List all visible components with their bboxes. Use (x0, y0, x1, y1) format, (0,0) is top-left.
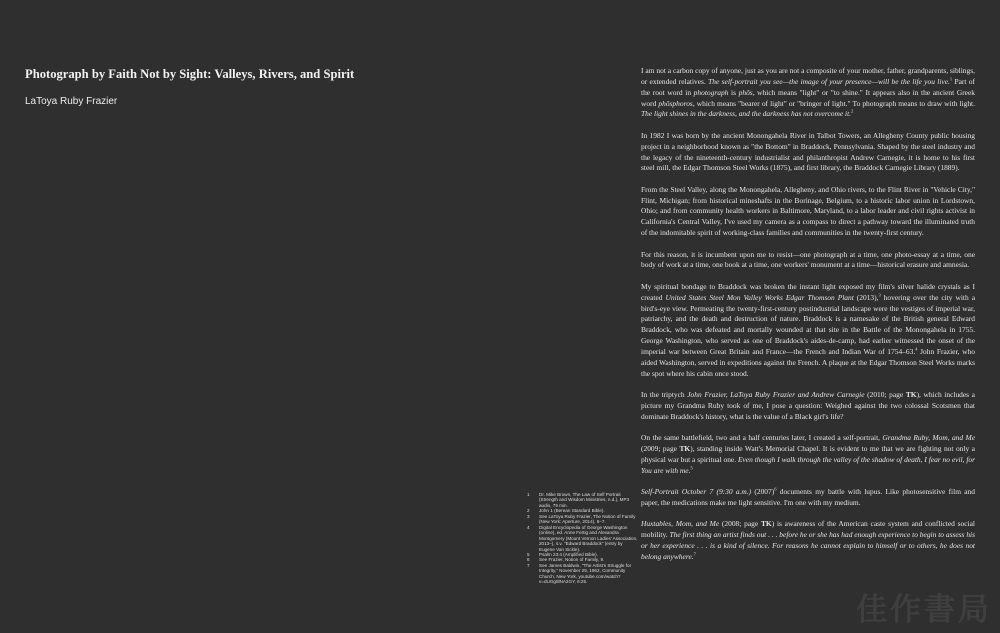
italic-text: photograph (693, 87, 729, 97)
body-paragraph (641, 66, 975, 120)
italic-text: United States Steel Mon Valley Works Edgar Thomson Plant (665, 292, 854, 302)
page-title: Photograph by Faith Not by Sight: Valleys, Rivers, and Spirit (25, 67, 355, 81)
footnote-number: 5 (527, 551, 530, 557)
text-run: From the Steel Valley, along the Monongahela, Allegheny, and Ohio rivers, to the Flint River in "Vehicle City," Flint, Michigan; from historical mineshafts in the Borinage, Belgium, to a historic labor union in Lordstown, Ohio; and from community health workers in Baltimore, Maryland, to a labor leader and civil rights activist in California's Central Valley, I've used my camera as a compass to direct a pathway toward the illuminated truth of the indomitable spirit of working-class families and communities in the twenty-first century. (641, 184, 975, 238)
bold-text: TK (760, 519, 772, 529)
footnote-reference: 5 (690, 465, 693, 471)
footnote-number: 2 (527, 508, 530, 514)
bold-text: TK (679, 444, 691, 454)
bold-text: TK (905, 390, 917, 400)
text-run: , which means "light" or "to shine." It appears also in the ancient Greek word (641, 87, 976, 108)
text-run: I am not a carbon copy of anyone, just as you are not a composite of your mother, father, grandparents, siblings, or extended relatives. (641, 66, 975, 86)
essay-body (641, 66, 975, 573)
footnote-text: Digital Encyclopedia of George Washington (online), ed. Anne Fertig and Alexandra Montgomery (Mount Vernon Ladies' Association, 2013–), s.v. "Edward Braddock" (entry by Eugene Van Sickle). (539, 524, 638, 552)
text-run: hovering over the city with a bird's-eye view. Permeating the twenty-first-century postindustrial landscape were the vestiges of imperial war, patriarchy, and the death and destruction of nature. Braddock is a namesake of the British general Edward Braddock, who was defeated and mortally wounded at that site in the Battle of the Monongahela in 1755. George Washington, who served as one of Braddock's aides-de-camp, had earlier witnessed the onset of the imperial war between Great Britain and France—the French and Indian War of 1754–63. (641, 292, 975, 356)
author-name: LaToya Ruby Frazier (25, 96, 118, 107)
text-run: (2013), (853, 292, 879, 302)
footnote (527, 563, 639, 585)
text-run: (2009; page (641, 444, 680, 454)
text-run: ), standing inside Watt's Memorial Chapel. It is evident to me that we are fighting not only a physical war but a spiritual one. (641, 444, 975, 464)
text-run: documents my battle with lupus. Like photosensitive film and paper, the medications make me light sensitive. I'm one with my medium. (641, 487, 975, 507)
footnote-number: 6 (527, 557, 530, 563)
text-run: ), which includes a picture my Grandma Ruby took of me, I pose a question: Weighed against the two colossal Scotsmen that dominate Braddock's history, what is the value of a Black girl's life? (641, 390, 975, 421)
body-paragraph (641, 185, 975, 239)
footnote-text: See James Baldwin, "The Artist's Struggle for Integrity," November 29, 1962, Community Church, New York, youtube.com/watch?v=dUGg5lNA2GY, 6:25. (539, 562, 632, 585)
body-paragraph (641, 433, 975, 476)
text-run: ) is awareness of the American caste system and conflicted social mobility. (641, 519, 975, 540)
text-run: (2010; page (864, 390, 906, 400)
footnote-reference: 2 (851, 108, 854, 114)
footnote-text: Dr. Mike Brown, The Law of Self Portrait (Strength and Wisdom Ministries, n.d.), MP3 audio, 79 min. (539, 492, 630, 508)
text-run: Part of the root word in (641, 76, 975, 97)
text-run: In the triptych (641, 390, 688, 400)
footnote-text: John 1 (Berean Standard Bible). (539, 508, 605, 514)
footnote-number: 7 (527, 562, 530, 568)
footnote-reference: 7 (693, 551, 696, 557)
footnote-number: 4 (527, 524, 530, 530)
footnote-number: 3 (527, 513, 530, 519)
footnote-text: See LaToya Ruby Frazier, The Notion of Family (New York: Aperture, 2014), 6–7. (539, 513, 636, 525)
text-run: In 1982 I was born by the ancient Monongahela River in Talbot Towers, an Allegheny County public housing project in a neighborhood known as "the Bottom" in Braddock, Pennsylvania. Shaped by the steel industry and the legacy of the nineteenth-century industrialist and philanthropist Andrew Carnegie, it is home to his first steel mill, the Edgar Thomson Steel Works (1875), and first library, the Braddock Carnegie Library (1889). (641, 130, 975, 173)
text-run: (2007) (751, 487, 775, 497)
footnote-number: 1 (527, 492, 530, 497)
body-paragraph (641, 250, 975, 272)
footnote (527, 514, 639, 525)
text-run: is (728, 87, 739, 97)
italic-text: John Frazier, LaToya Ruby Frazier and Andrew Carnegie (687, 390, 865, 400)
body-paragraph (641, 282, 975, 380)
footnotes (527, 492, 639, 585)
italic-text: The self-portrait you see—the image of your presence—will be the life you live. (708, 76, 950, 86)
italic-text: phôsphoros (658, 98, 693, 108)
italic-text: phôs (738, 87, 753, 97)
text-run: John Frazier, who aided Washington, served in expeditions against the French. A plaque at the Edgar Thomson Steel Works marks the spot where his cabin once stood. (641, 346, 975, 378)
watermark-text: 佳作書局 (856, 592, 992, 628)
italic-text: The first thing an artist finds out . . . before he or she has had enough experience to begin to assess his or her experience . . . is a kind of silence. For reasons he cannot explain to himself or to others, he does not belong anywhere. (641, 530, 975, 561)
text-run: My spiritual bondage to Braddock was broken the instant light exposed my film's silver halide crystals as I created (641, 281, 975, 302)
footnote-text: See Frazier, Notion of Family, 9. (539, 557, 605, 563)
body-paragraph (641, 519, 975, 562)
body-paragraph (641, 390, 975, 423)
footnote-reference: 3 (878, 292, 881, 298)
footnote-reference: 4 (915, 346, 918, 352)
body-paragraph (641, 487, 975, 509)
footnote-reference: 1 (949, 76, 953, 82)
footnote (527, 525, 639, 552)
italic-text: Grandma Ruby, Mom, and Me (882, 433, 975, 443)
italic-text: Huxtables, Mom, and Me (641, 519, 720, 529)
italic-text: The light shines in the darkness, and the darkness has not overcome it. (641, 109, 852, 119)
text-run: On the same battlefield, two and a half centuries later, I created a self-portrait, (641, 433, 883, 443)
text-run: (2008; page (719, 519, 761, 529)
footnote-text: Psalm 23:4 (Amplified Bible). (539, 551, 598, 557)
body-paragraph (641, 131, 975, 174)
italic-text: Even though I walk through the valley of the shadow of death, I fear no evil, for You are with me. (641, 454, 976, 475)
italic-text: Self-Portrait October 7 (9:30 a.m.) (641, 487, 752, 497)
text-run: For this reason, it is incumbent upon me to resist—one photograph at a time, one photo-essay at a time, one body of work at a time, one book at a time, one workers' monument at a time—historical erasure and amnesia. (641, 249, 975, 270)
text-run: , which means "bearer of light" or "bringer of light." To photograph means to draw with light. (692, 98, 975, 108)
footnote (527, 492, 639, 508)
footnote-reference: 6 (774, 486, 777, 492)
